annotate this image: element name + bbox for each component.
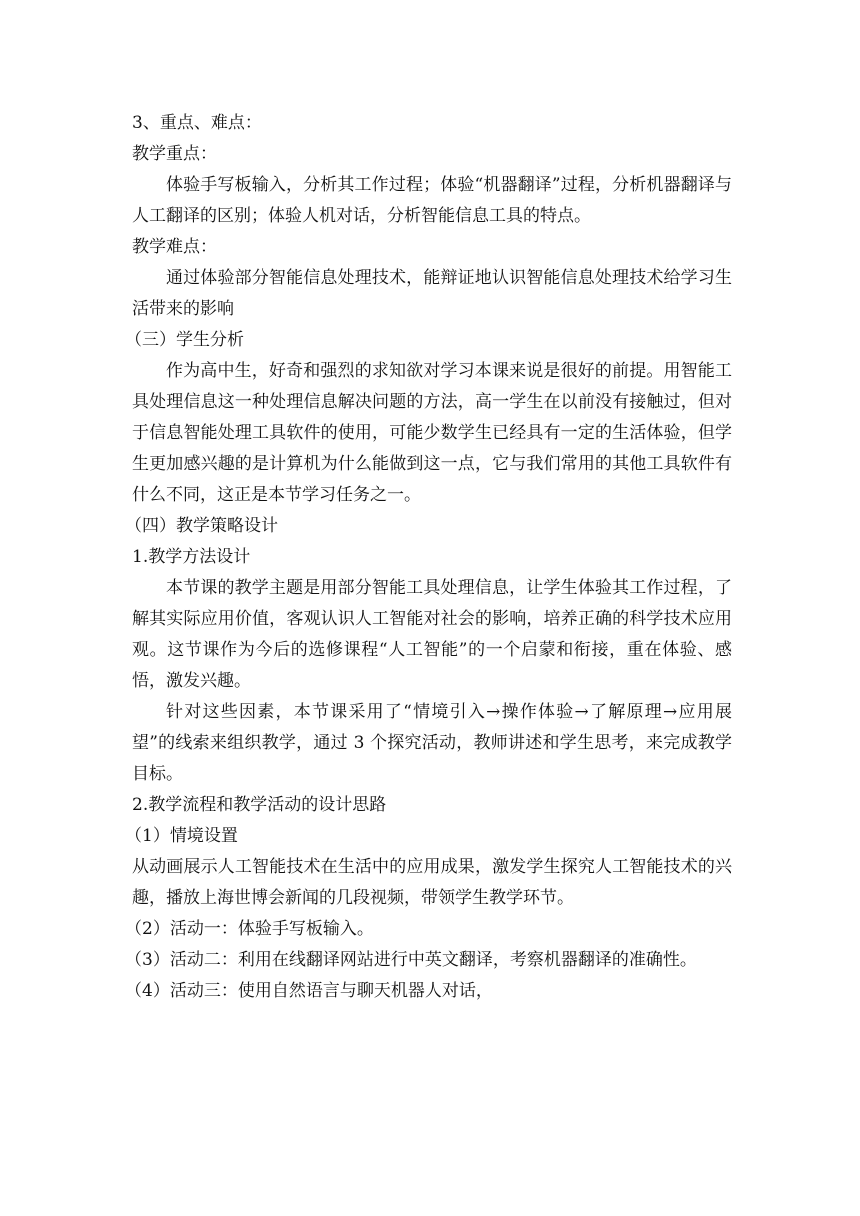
paragraph-teaching-focus: 体验手写板输入，分析其工作过程；体验“机器翻译”过程，分析机器翻译与人工翻译的区别；体验人机对话，分析智能信息工具的特点。: [132, 175, 732, 226]
list-item-activity-two: （3）活动二：利用在线翻译网站进行中英文翻译，考察机器翻译的准确性。: [125, 950, 697, 970]
paragraph-method-design: 本节课的教学主题是用部分智能工具处理信息，让学生体验其工作过程，了解其实际应用价值，客观认识人工智能对社会的影响，培养正确的科学技术应用观。这节课作为今后的选修课程“人工智能”的一个启蒙和衔接，重在体验、感悟，激发兴趣。: [132, 578, 732, 691]
section-heading-strategy-design: （四）教学策略设计: [125, 516, 278, 536]
list-item-activity-three: （4）活动三：使用自然语言与聊天机器人对话，: [125, 981, 493, 1001]
subheading-teaching-flow: 2.教学流程和教学活动的设计思路: [132, 795, 387, 815]
paragraph-student-analysis: 作为高中生，好奇和强烈的求知欲对学习本课来说是很好的前提。用智能工具处理信息这一种处理信息解决问题的方法，高一学生在以前没有接触过，但对于信息智能处理工具软件的使用，可能少数学生已经具有一定的生活体验，但学生更加感兴趣的是计算机为什么能做到这一点，它与我们常用的其他工具软件有什么不同，这正是本节学习任务之一。: [132, 361, 732, 505]
label-teaching-focus: 教学重点：: [132, 144, 217, 164]
list-item-activity-one: （2）活动一：体验手写板输入。: [125, 919, 374, 939]
section-heading-key-points: 3、重点、难点：: [132, 113, 262, 133]
paragraph-teaching-difficulty: 通过体验部分智能信息处理技术，能辩证地认识智能信息处理技术给学习生活带来的影响: [132, 268, 732, 319]
list-item-scene-setting: （1）情境设置: [125, 826, 238, 846]
subheading-method-design: 1.教学方法设计: [132, 547, 251, 567]
paragraph-teaching-approach: 针对这些因素，本节课采用了“情境引入→操作体验→了解原理→应用展望”的线索来组织教学，通过 3 个探究活动，教师讲述和学生思考，来完成教学目标。: [132, 702, 732, 784]
document-body: [125, 108, 732, 1007]
section-heading-student-analysis: （三）学生分析: [125, 330, 244, 350]
label-teaching-difficulty: 教学难点：: [132, 237, 217, 257]
paragraph-scene-setting: 从动画展示人工智能技术在生活中的应用成果，激发学生探究人工智能技术的兴趣，播放上海世博会新闻的几段视频，带领学生教学环节。: [132, 857, 732, 908]
